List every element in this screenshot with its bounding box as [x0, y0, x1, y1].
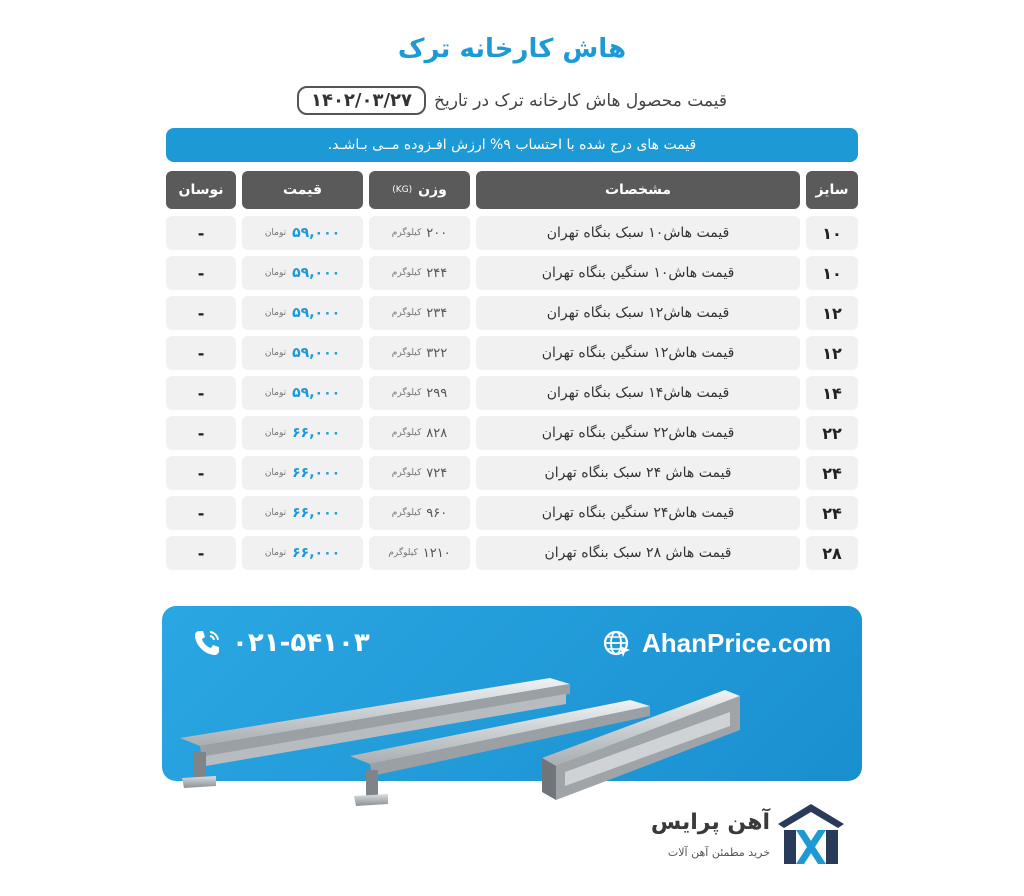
price-value: ۶۶,۰۰۰ [292, 465, 341, 481]
weight-unit: کیلوگرم [391, 228, 422, 238]
phone-number: ۰۲۱-۵۴۱۰۳ [232, 628, 370, 658]
price-value: ۶۶,۰۰۰ [292, 425, 341, 441]
table-row [166, 416, 858, 450]
price-unit: تومان [264, 468, 287, 478]
price-value: ۵۹,۰۰۰ [292, 345, 341, 361]
page-title: هاش کارخانه ترک [397, 34, 627, 64]
price-unit: تومان [264, 348, 287, 358]
weight-cell [369, 416, 470, 450]
weight-unit: کیلوگرم [391, 348, 422, 358]
phone-contact[interactable] [192, 628, 370, 658]
size-cell: ۱۰ [806, 256, 858, 290]
weight-cell [369, 376, 470, 410]
table-row [166, 536, 858, 570]
change-cell: - [166, 296, 236, 330]
price-cell [242, 456, 363, 490]
table-header-row [166, 171, 858, 209]
header-change: نوسان [166, 171, 236, 209]
steel-beams-image [170, 660, 770, 810]
weight-cell [369, 216, 470, 250]
price-value: ۶۶,۰۰۰ [292, 505, 341, 521]
spec-cell: قیمت هاش۱۰ سنگین بنگاه تهران [476, 256, 800, 290]
price-table [166, 171, 858, 576]
price-unit: تومان [264, 268, 287, 278]
price-value: ۵۹,۰۰۰ [292, 265, 341, 281]
price-cell [242, 296, 363, 330]
header-weight-unit: (KG) [392, 185, 413, 195]
weight-value: ۲۹۹ [426, 385, 448, 401]
weight-value: ۲۰۰ [426, 225, 448, 241]
weight-cell [369, 536, 470, 570]
size-cell: ۱۰ [806, 216, 858, 250]
globe-cursor-icon [602, 629, 632, 659]
weight-unit: کیلوگرم [388, 548, 418, 558]
price-value: ۵۹,۰۰۰ [292, 225, 341, 241]
weight-value: ۸۲۸ [426, 425, 448, 441]
price-cell [242, 336, 363, 370]
change-cell: - [166, 416, 236, 450]
weight-unit: کیلوگرم [391, 308, 422, 318]
logo-tagline: خرید مطمئن آهن آلات [667, 846, 770, 859]
date-badge: ۱۴۰۲/۰۳/۲۷ [297, 86, 426, 115]
weight-unit: کیلوگرم [391, 508, 422, 518]
header-size: سایز [806, 171, 858, 209]
weight-value: ۱۲۱۰ [422, 545, 451, 561]
weight-value: ۷۲۴ [426, 465, 448, 481]
price-unit: تومان [264, 508, 287, 518]
change-cell: - [166, 496, 236, 530]
size-cell: ۱۲ [806, 296, 858, 330]
price-cell [242, 376, 363, 410]
change-cell: - [166, 376, 236, 410]
size-cell: ۲۴ [806, 496, 858, 530]
weight-unit: کیلوگرم [391, 388, 422, 398]
weight-value: ۳۲۲ [426, 345, 448, 361]
price-cell [242, 536, 363, 570]
weight-unit: کیلوگرم [391, 468, 422, 478]
price-unit: تومان [264, 548, 287, 558]
weight-cell [369, 496, 470, 530]
price-cell [242, 416, 363, 450]
header-weight-label: وزن [418, 182, 447, 198]
price-unit: تومان [264, 308, 287, 318]
price-unit: تومان [264, 228, 287, 238]
logo-name: آهن پرایس [650, 810, 770, 835]
table-row [166, 496, 858, 530]
price-cell [242, 216, 363, 250]
spec-cell: قیمت هاش۱۲ سنگین بنگاه تهران [476, 336, 800, 370]
price-unit: تومان [264, 428, 287, 438]
table-row [166, 456, 858, 490]
change-cell: - [166, 256, 236, 290]
price-value: ۵۹,۰۰۰ [292, 305, 341, 321]
website-link[interactable] [602, 628, 831, 659]
weight-cell [369, 296, 470, 330]
table-row [166, 216, 858, 250]
table-row [166, 296, 858, 330]
header-weight [369, 171, 470, 209]
price-value: ۵۹,۰۰۰ [292, 385, 341, 401]
price-value: ۶۶,۰۰۰ [292, 545, 341, 561]
vat-note-banner: قیمت های درج شده با احتساب ۹% ارزش افـزوده مــی بـاشـد. [166, 128, 858, 162]
phone-icon [192, 628, 222, 658]
size-cell: ۲۸ [806, 536, 858, 570]
weight-cell [369, 456, 470, 490]
size-cell: ۲۲ [806, 416, 858, 450]
weight-cell [369, 336, 470, 370]
spec-cell: قیمت هاش ۲۴ سبک بنگاه تهران [476, 456, 800, 490]
header-price: قیمت [242, 171, 363, 209]
weight-value: ۹۶۰ [426, 505, 448, 521]
website-url: AhanPrice.com [642, 628, 832, 658]
price-cell [242, 496, 363, 530]
change-cell: - [166, 536, 236, 570]
spec-cell: قیمت هاش۱۴ سبک بنگاه تهران [476, 376, 800, 410]
spec-cell: قیمت هاش۲۲ سنگین بنگاه تهران [476, 416, 800, 450]
table-row [166, 336, 858, 370]
spec-cell: قیمت هاش۲۴ سنگین بنگاه تهران [476, 496, 800, 530]
weight-cell [369, 256, 470, 290]
subtitle-text: قیمت محصول هاش کارخانه ترک در تاریخ [434, 90, 728, 111]
price-cell [242, 256, 363, 290]
table-row [166, 256, 858, 290]
weight-unit: کیلوگرم [391, 268, 422, 278]
spec-cell: قیمت هاش۱۲ سبک بنگاه تهران [476, 296, 800, 330]
table-row [166, 376, 858, 410]
subtitle [0, 86, 1024, 115]
weight-value: ۲۳۴ [426, 305, 448, 321]
logo-mark-icon [776, 802, 846, 866]
header-spec: مشخصات [476, 171, 800, 209]
size-cell: ۲۴ [806, 456, 858, 490]
size-cell: ۱۴ [806, 376, 858, 410]
size-cell: ۱۲ [806, 336, 858, 370]
spec-cell: قیمت هاش۱۰ سبک بنگاه تهران [476, 216, 800, 250]
weight-value: ۲۴۴ [426, 265, 448, 281]
weight-unit: کیلوگرم [391, 428, 422, 438]
change-cell: - [166, 456, 236, 490]
change-cell: - [166, 336, 236, 370]
price-unit: تومان [264, 388, 287, 398]
brand-logo [630, 798, 850, 868]
change-cell: - [166, 216, 236, 250]
spec-cell: قیمت هاش ۲۸ سبک بنگاه تهران [476, 536, 800, 570]
